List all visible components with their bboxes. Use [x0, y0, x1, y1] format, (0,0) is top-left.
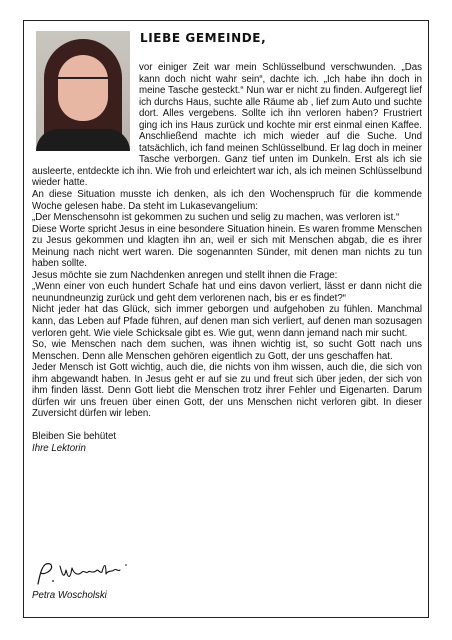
newsletter-page	[23, 20, 429, 618]
paragraph-5: Jesus möchte sie zum Nachdenken anregen und stellt ihnen die Frage:	[32, 269, 338, 281]
closing-spacer	[32, 420, 422, 431]
photo-wrap-spacer	[32, 62, 139, 156]
paragraph-3: „Der Menschensohn ist gekommen zu suchen und selig zu machen, was verloren ist.“	[32, 212, 400, 224]
paragraph-1: vor einiger Zeit war mein Schlüsselbund verschwunden. „Das kann doch nicht wahr sein“, dachte ich. „Ich habe ihn doch in meine Tasche gesteckt.“ Nun war er nicht zu finden. Aufgeregt lief ich durchs Haus, suchte alle Räume ab , lief zum Auto und suchte dort. Alles vergebens. Sollte ich ihn verloren haben? Frustriert ging ich ins Haus zurück und kochte mir erst einmal einen Kaffee. Anschließend machte ich mich wieder auf die Suche. Und tatsächlich, ich fand meinen Schlüsselbund. Er lag doch in meiner Tasche verborgen. Ganz tief unten im Dunkeln. Erst als ich sie ausleerte, entdeckte ich ihn. Wie froh und erleichtert war ich, als ich meinen Schlüsselbund wieder hatte.	[32, 62, 422, 189]
closing-role: Ihre Lektorin	[32, 442, 86, 454]
letter-heading: LIEBE GEMEINDE,	[140, 31, 267, 45]
letter-body	[32, 62, 422, 454]
handwritten-signature	[34, 560, 144, 586]
paragraph-6: „Wenn einer von euch hundert Schafe hat und eins davon verliert, lässt er dann nicht die neunundneunzig zurück und geht dem verlorenen nach, bis er es findet?“	[32, 281, 422, 304]
paragraph-2: An diese Situation musste ich denken, als ich den Wochenspruch für die kommende Woche gelesen habe. Da steht im Lukasevangelium:	[32, 189, 422, 212]
paragraph-9: Jeder Mensch ist Gott wichtig, auch die, die nichts von ihm wissen, auch die, die sich von ihm abgewandt haben. In Jesus geht er auf sie zu und freut sich über jeden, der sich von ihm finden lässt. Denn Gott liebt die Menschen trotz ihrer Fehler und Eigenarten. Darum dürfen wir uns freuen über einen Gott, der uns Menschen nicht verloren gibt. In dieser Zuversicht dürfen wir leben.	[32, 362, 422, 420]
paragraph-4: Diese Worte spricht Jesus in eine besondere Situation hinein. Es waren fromme Menschen zu Jesus gekommen und klagten ihn an, weil er sich mit Menschen abgab, die es ihrer Meinung nach nicht wert waren. Die sogenannten Sünder, mit denen man nichts zu tun haben sollte.	[32, 223, 422, 270]
paragraph-7: Nicht jeder hat das Glück, sich immer geborgen und aufgehoben zu fühlen. Manchmal kann, das Leben auf Pfade führen, auf denen man sich verliert, auf denen man sozusagen verloren geht. Wie viele Schicksale gibt es. Wie gut, wenn dann jemand nach mir sucht.	[32, 304, 422, 339]
signature-name: Petra Woscholski	[32, 590, 107, 601]
paragraph-8: So, wie Menschen nach dem suchen, was ihnen wichtig ist, so sucht Gott nach uns Menschen. Denn alle Menschen gehören eigentlich zu Gott, der uns geschaffen hat.	[32, 339, 422, 362]
closing-line: Bleiben Sie behütet	[32, 430, 117, 442]
